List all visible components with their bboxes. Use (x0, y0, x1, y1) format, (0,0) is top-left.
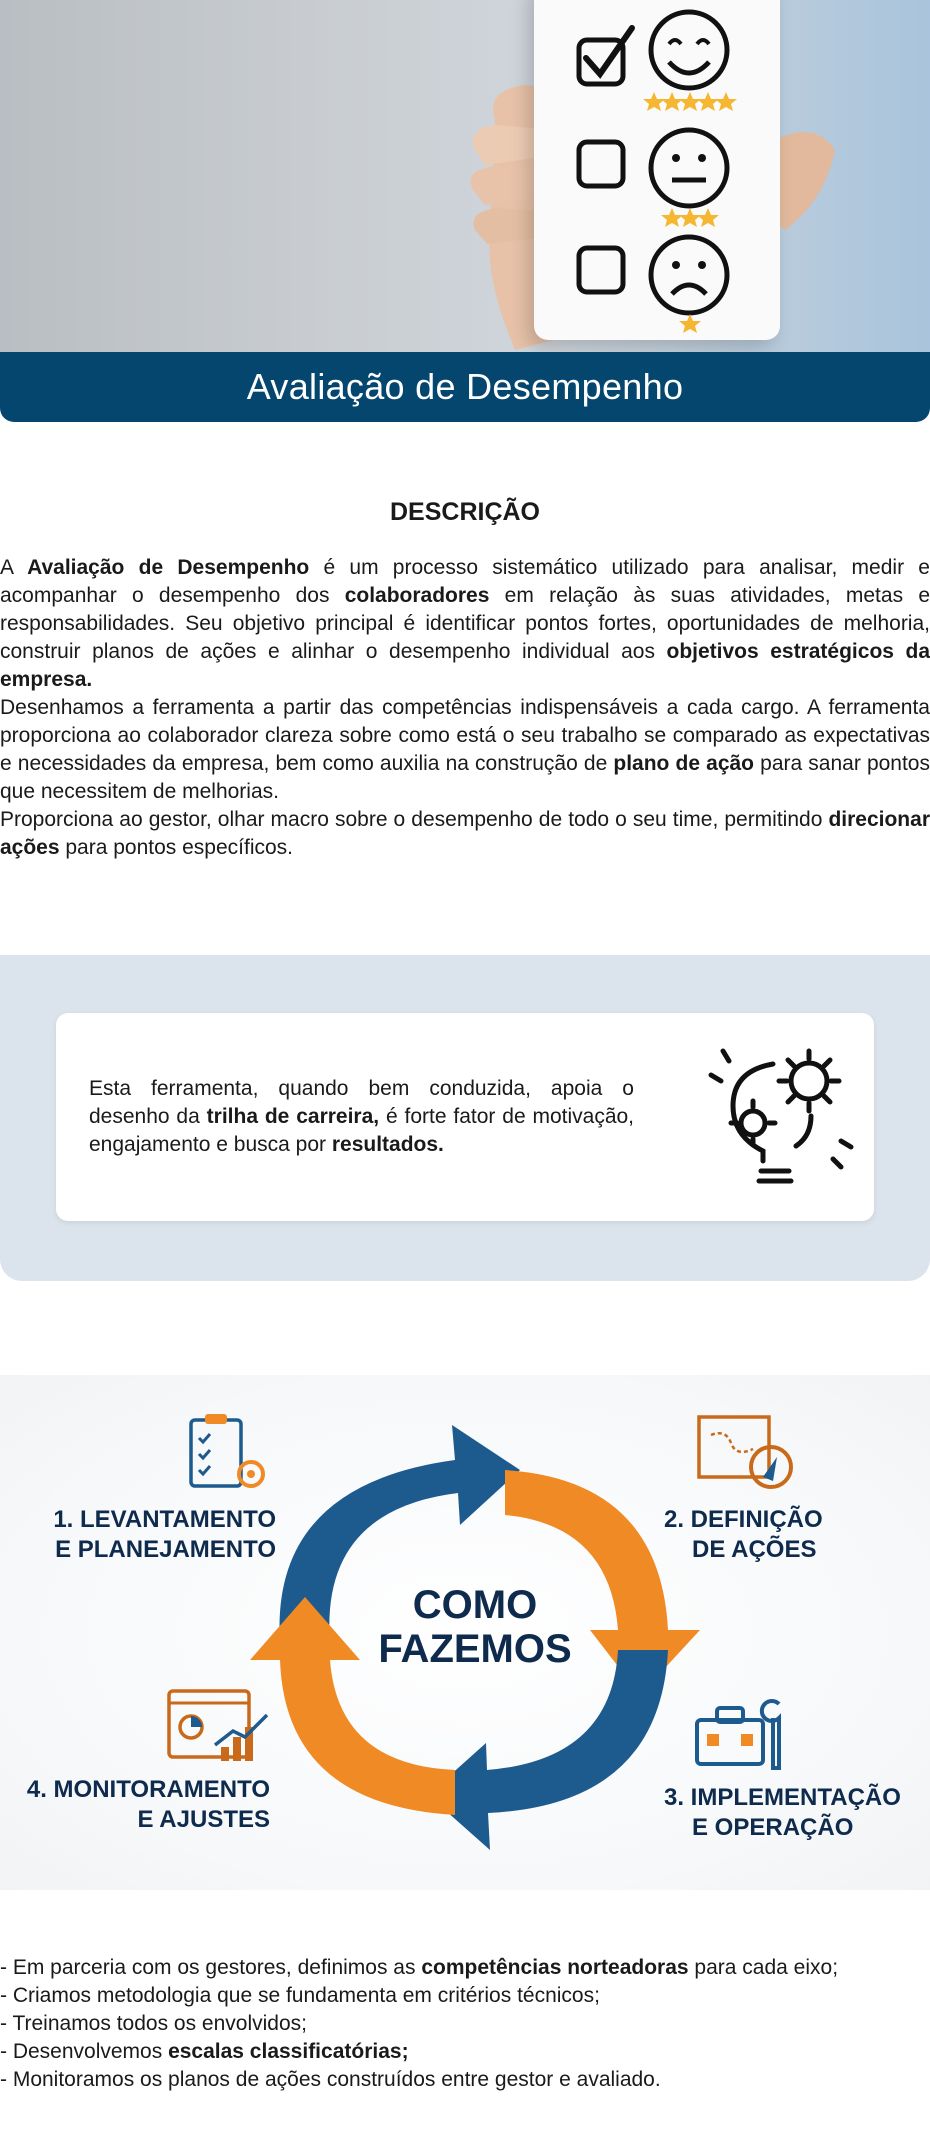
text: Proporciona ao gestor, olhar macro sobre o desempenho de todo o seu time, permitindo (0, 808, 829, 831)
step-3-label (664, 1783, 924, 1843)
list-item (0, 2038, 930, 2066)
lightbulb-gears-icon (701, 1031, 861, 1191)
text: para pontos específicos. (59, 836, 294, 859)
text: Esta ferramenta, quando bem conduzida, apoia o desenho da (89, 1077, 634, 1128)
text: é forte fator de motivação, engajamento e busca por (89, 1105, 635, 1156)
step-line: DE AÇÕES (692, 1536, 817, 1563)
text: em relação às suas atividades, metas e responsabilidades. Seu objetivo principal é identificar pontos fortes, oportunidades de melhoria, construir planos de ações e alinhar o desempenho individual aos (0, 584, 930, 663)
map-compass-icon (693, 1405, 803, 1500)
highlight-text (89, 1075, 634, 1159)
title-bar (0, 352, 930, 422)
rating-card (534, 0, 780, 340)
bold-text: direcionar ações (0, 808, 930, 859)
step-1-label (40, 1505, 276, 1565)
bold-text: objetivos estratégicos da empresa. (0, 640, 930, 691)
description-paragraph (0, 554, 930, 694)
step-line: E PLANEJAMENTO (55, 1536, 276, 1563)
page-title: Avaliação de Desempenho (246, 366, 684, 407)
text: para sanar pontos que necessitem de melhorias. (0, 752, 930, 803)
rating-faces-icon (534, 0, 780, 340)
text: é um processo sistemático utilizado para analisar, medir e acompanhar o desempenho dos (0, 556, 930, 607)
list-item: - Monitoramos os planos de ações construídos entre gestor e avaliado. (0, 2068, 661, 2091)
step-line: E OPERAÇÃO (692, 1814, 854, 1841)
bold-text: resultados. (331, 1133, 444, 1156)
list-item (0, 1954, 930, 1982)
text: A (0, 556, 28, 579)
clipboard-gear-icon (185, 1410, 275, 1500)
center-line: FAZEMOS (378, 1627, 572, 1671)
bold-text: Avaliação de Desempenho (27, 556, 310, 579)
text: Desenhamos a ferramenta a partir das competências indispensáveis a cada cargo. A ferramenta proporciona ao colaborador clareza sobre como está o seu trabalho se comparado as expectativas e necessidades da empresa, bem como auxilia na construção de (0, 696, 930, 775)
description-paragraph (0, 694, 930, 806)
text: - Desenvolvemos (0, 2040, 169, 2063)
highlight-section (0, 955, 930, 1281)
step-line: 1. LEVANTAMENTO (53, 1506, 276, 1533)
bold-text: plano de ação (613, 752, 755, 775)
cycle-diagram (0, 1375, 930, 1890)
toolbox-wrench-icon (693, 1690, 798, 1780)
text: para cada eixo; (688, 1956, 839, 1979)
list-item: - Criamos metodologia que se fundamenta em critérios técnicos; (0, 1984, 600, 2007)
bold-text: competências norteadoras (421, 1956, 689, 1979)
step-2-label (664, 1505, 844, 1565)
step-line: 2. DEFINIÇÃO (664, 1506, 823, 1533)
bold-text: escalas classificatórias; (168, 2040, 409, 2063)
description-paragraph (0, 806, 930, 862)
step-line: 4. MONITORAMENTO (26, 1776, 270, 1803)
step-line: 3. IMPLEMENTAÇÃO (664, 1784, 901, 1811)
center-line: COMO (412, 1583, 538, 1627)
description-text (0, 554, 930, 862)
bullet-list (0, 1954, 930, 2094)
bold-text: colaboradores (344, 584, 490, 607)
text: - Em parceria com os gestores, definimos as (0, 1956, 422, 1979)
cycle-center-title (350, 1583, 600, 1671)
highlight-card (56, 1013, 874, 1221)
bold-text: trilha de carreira, (206, 1105, 380, 1128)
description-heading: DESCRIÇÃO (389, 498, 540, 526)
dashboard-chart-icon (165, 1685, 275, 1775)
list-item: - Treinamos todos os envolvidos; (0, 2012, 307, 2035)
hero-image (0, 0, 930, 352)
step-line: E AJUSTES (137, 1806, 270, 1833)
step-4-label (10, 1775, 270, 1835)
